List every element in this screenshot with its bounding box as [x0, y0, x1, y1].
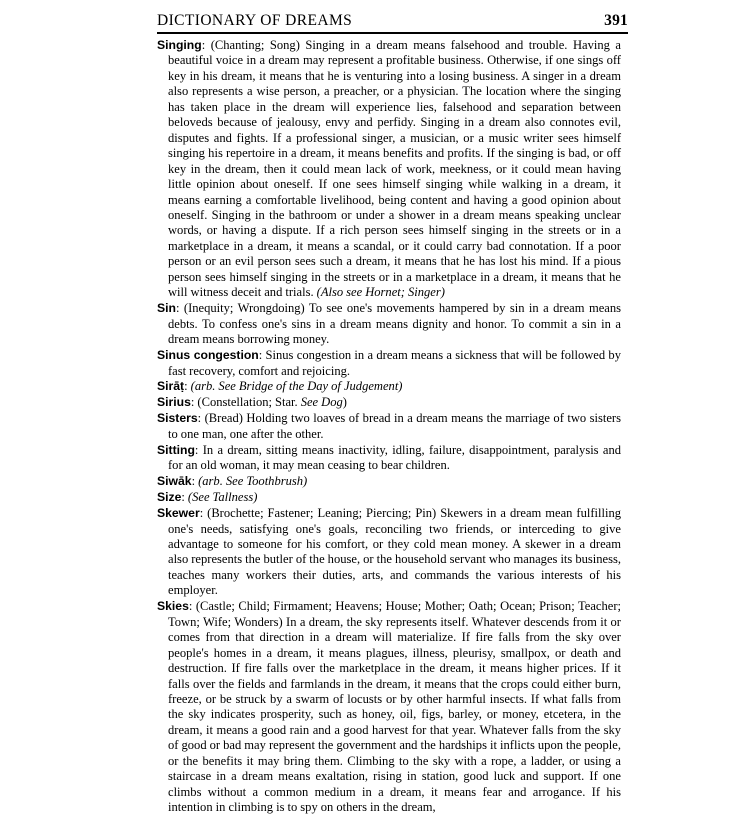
page-number: 391 — [604, 12, 628, 29]
entry-body-tail: ) — [342, 395, 347, 410]
entry-body: : In a dream, sitting means inactivity, idling, failure, disappointment, paralysis and for an old woman, it may mean ceasing to bear children. — [168, 442, 621, 473]
entry-body: : (Constellation; Star. — [190, 395, 301, 410]
entry-headword: Skies — [157, 599, 189, 614]
entry-body: : — [191, 474, 199, 489]
entry-headword: Skewer — [157, 506, 200, 521]
entry-headword: Siwāk — [157, 474, 192, 489]
entry-headword: Sisters — [157, 411, 198, 426]
entry-cross-reference: See Dog — [300, 395, 343, 410]
dictionary-entry — [157, 38, 621, 301]
entry-headword: Sirius — [157, 395, 191, 410]
dictionary-entry — [157, 348, 621, 379]
entry-body: : — [181, 490, 188, 505]
dictionary-entry — [157, 474, 621, 489]
dictionary-entry — [157, 379, 621, 394]
entry-headword: Sitting — [157, 442, 195, 457]
dictionary-entry — [157, 490, 621, 505]
dictionary-entry — [157, 599, 621, 815]
dictionary-entry — [157, 506, 621, 599]
entry-cross-reference: (Also see Hornet; Singer) — [316, 285, 445, 300]
entry-body: : (Bread) Holding two loaves of bread in a dream means the marriage of two sisters to one man, one after the other. — [168, 411, 621, 441]
entry-headword: Sinus congestion — [157, 348, 259, 363]
running-head — [157, 12, 628, 30]
page-title: DICTIONARY OF DREAMS — [157, 12, 353, 29]
entry-body: : Sinus congestion in a dream means a sickness that will be followed by fast recovery, comfort and rejoicing. — [168, 348, 621, 378]
entry-body: : (Chanting; Song) Singing in a dream means falsehood and trouble. Having a beautiful voice in a dream may represent a profitable business. Otherwise, if one sings off key in his dream, it means that he is venturing into a losing business. A singer in a dream also represents a wise person, a preacher, or a physician. The location where the singing has taken place in the dream will experience lies, falsehood and separation between beloveds because of jealousy, envy and perfidy. Singing in a dream also connotes evil, disputes and fights. If a professional singer, a musician, or a music writer sees himself singing his repertoire in a dream, it means benefits and profits. If the singing is bad, or off key in the dream, then it could mean lack of work, meekness, or it could mean having little opinion about oneself. If one sees himself singing while walking in a dream, it means earning a comfortable livelihood, being content and having a good opinion about oneself. Singing in the bathroom or under a shower in a dream means speaking unclear words, or having a dispute. If a rich person sees himself singing in the streets or in a marketplace in a dream, it means a scandal, or it could carry bad connotation. If a poor person or an evil person sees such a dream, it means that he has lost his mind. If a pious person sees himself singing in the streets or in a marketplace in a dream, it means that he will witness deceit and trials. — [168, 38, 621, 300]
entry-cross-reference: (arb. See Toothbrush) — [198, 474, 308, 489]
entry-body: : (Castle; Child; Firmament; Heavens; House; Mother; Oath; Ocean; Prison; Teacher; Town; Wife; Wonders) In a dream, the sky represents itself. Whatever descends from it or comes from that direction in a dream will materialize. If fire falls from the sky over people's homes in a dream, it means plagues, illness, pleurisy, smallpox, or death and destruction. If fire falls over the marketplace in the dream, it means higher prices. If it falls over the fields and farmlands in the dream, it means that the crops could either burn, freeze, or be struck by a swarm of locusts or by other harmful insects. If what falls from the sky indicates prosperity, such as honey, oil, figs, barley, or money, etcetera, in the dream, it means a good rain and a good harvest for that year. Whatever falls from the sky of good or bad may represent the government and the hardships it inflicts upon the people, or the benefits it may bring them. Climbing to the sky with a rope, a ladder, or using a staircase in a dream means exaltation, rising in station, good luck and support. If one climbs without a common medium in a dream, it means fear and arrogance. If his intention in climbing is to spy on others in the dream, — [168, 599, 621, 815]
entry-headword: Size — [157, 490, 182, 505]
entry-cross-reference: (See Tallness) — [187, 490, 258, 505]
dictionary-entry — [157, 395, 621, 410]
dictionary-entry — [157, 301, 621, 347]
entry-body: : (Inequity; Wrongdoing) To see one's movements hampered by sin in a dream means debts. To confess one's sins in a dream means dignity and honor. To commit a sin in a dream means borrowing money. — [168, 301, 621, 347]
entry-body: : — [184, 379, 191, 394]
entry-column — [157, 38, 621, 816]
dictionary-entry — [157, 411, 621, 442]
entry-headword: Singing — [157, 38, 202, 52]
header-rule — [157, 32, 628, 34]
entry-headword: Sin — [157, 301, 176, 316]
entry-headword: Sirāṭ — [157, 379, 185, 394]
entry-cross-reference: (arb. See Bridge of the Day of Judgement) — [190, 379, 403, 394]
dictionary-entry — [157, 443, 621, 474]
entry-body: : (Brochette; Fastener; Leaning; Piercing; Pin) Skewers in a dream mean fulfilling one's needs, satisfying one's goals, reconciling two friends, or interceding to give advantage to someone for his comfort, or they cold mean money. A skewer in a dream also represents the butler of the house, or the household servant who manages its business, teaches many workers their duties, arts, and commands the various interests of his employer. — [168, 506, 621, 598]
